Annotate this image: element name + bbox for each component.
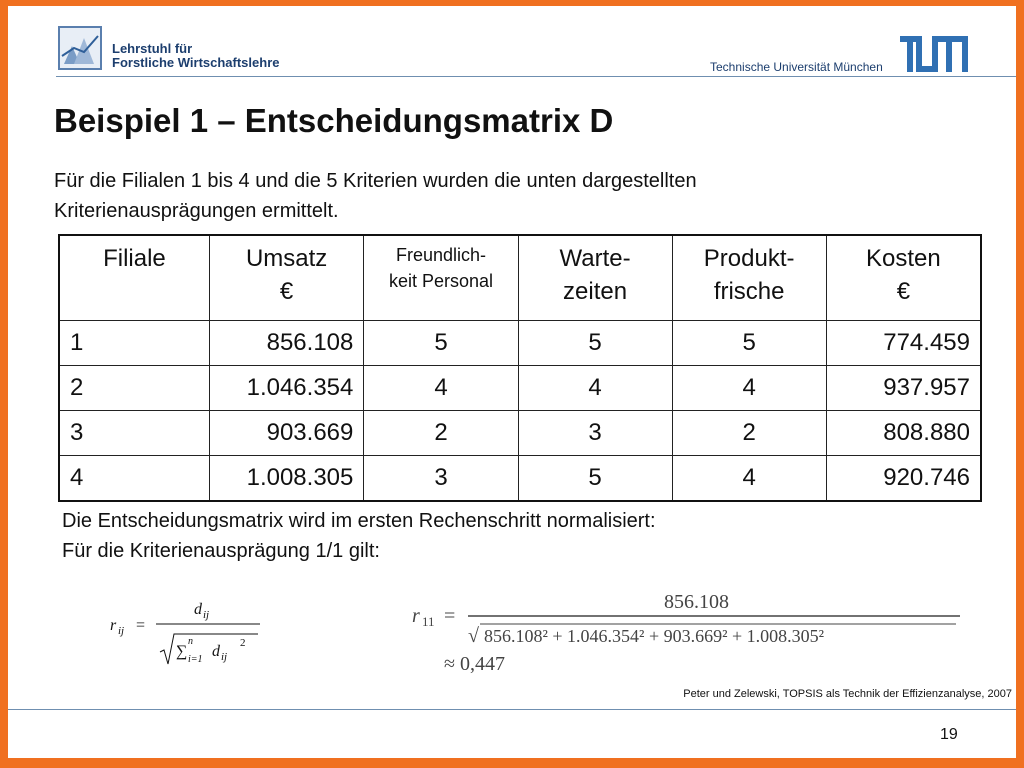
cell-umsatz: 903.669 [209, 411, 364, 456]
svg-text:=: = [136, 617, 146, 634]
note-line2: Für die Kriterienausprägung 1/1 gilt: [62, 540, 380, 562]
cell-freundlichkeit: 5 [364, 321, 518, 366]
example-normalization-formula [408, 586, 968, 686]
table-row [59, 411, 981, 456]
header-umsatz: Umsatz € [209, 235, 364, 321]
svg-text:d: d [194, 601, 202, 618]
table-header-row [59, 235, 981, 321]
note-line1: Die Entscheidungsmatrix wird im ersten Rechenschritt normalisiert: [62, 510, 656, 532]
cell-filiale: 1 [59, 321, 209, 366]
citation: Peter und Zelewski, TOPSIS als Technik der Effizienzanalyse, 2007 [683, 688, 1012, 700]
cell-produktfrische: 4 [672, 456, 826, 502]
svg-text:ij: ij [203, 609, 210, 621]
cell-produktfrische: 4 [672, 366, 826, 411]
cell-wartezeiten: 4 [518, 366, 672, 411]
cell-freundlichkeit: 3 [364, 456, 518, 502]
header-freundlichkeit: Freundlich- keit Personal [364, 235, 518, 321]
intro-line1: Für die Filialen 1 bis 4 und die 5 Kriterien wurden die unten dargestellten [54, 170, 697, 192]
svg-text:11: 11 [422, 614, 435, 629]
table-row [59, 321, 981, 366]
svg-text:ij: ij [221, 651, 228, 663]
svg-text:=: = [444, 605, 456, 627]
svg-text:∑: ∑ [176, 643, 188, 660]
cell-wartezeiten: 5 [518, 321, 672, 366]
svg-text:d: d [212, 643, 220, 660]
cell-wartezeiten: 3 [518, 411, 672, 456]
header-produktfrische: Produkt- frische [672, 235, 826, 321]
header-kosten: Kosten € [826, 235, 981, 321]
cell-produktfrische: 2 [672, 411, 826, 456]
cell-kosten: 920.746 [826, 456, 981, 502]
normalization-note [62, 506, 656, 566]
cell-produktfrische: 5 [672, 321, 826, 366]
general-normalization-formula [108, 592, 268, 672]
table-row [59, 456, 981, 502]
intro-line2: Kriterienausprägungen ermittelt. [54, 200, 339, 222]
svg-text:≈ 0,447: ≈ 0,447 [444, 653, 505, 675]
cell-wartezeiten: 5 [518, 456, 672, 502]
intro-text [54, 166, 954, 226]
page-title: Beispiel 1 – Entscheidungsmatrix D [54, 102, 614, 139]
svg-text:r: r [110, 617, 117, 634]
svg-text:i=1: i=1 [188, 654, 203, 665]
footer-divider [8, 709, 1016, 710]
cell-filiale: 2 [59, 366, 209, 411]
cell-umsatz: 856.108 [209, 321, 364, 366]
svg-text:2: 2 [240, 637, 246, 649]
table-row [59, 366, 981, 411]
cell-umsatz: 1.046.354 [209, 366, 364, 411]
tum-logo-icon [900, 36, 968, 72]
svg-text:856.108² + 1.046.354² + 903.66: 856.108² + 1.046.354² + 903.669² + 1.008.305² [484, 626, 825, 646]
cell-filiale: 4 [59, 456, 209, 502]
cell-kosten: 808.880 [826, 411, 981, 456]
slide [8, 6, 1016, 758]
cell-umsatz: 1.008.305 [209, 456, 364, 502]
chair-name-line1: Lehrstuhl für [112, 41, 193, 56]
header-filiale: Filiale [59, 235, 209, 321]
decision-matrix-table [58, 234, 982, 502]
cell-kosten: 937.957 [826, 366, 981, 411]
cell-filiale: 3 [59, 411, 209, 456]
svg-text:ij: ij [118, 625, 125, 637]
chair-name-line2: Forstliche Wirtschaftslehre [112, 55, 280, 70]
svg-text:r: r [412, 605, 420, 627]
page-number: 19 [940, 726, 958, 743]
svg-text:√: √ [468, 625, 479, 647]
cell-freundlichkeit: 4 [364, 366, 518, 411]
chair-name [112, 42, 279, 70]
cell-freundlichkeit: 2 [364, 411, 518, 456]
svg-text:856.108: 856.108 [664, 591, 729, 613]
university-name: Technische Universität München [710, 60, 883, 74]
svg-text:n: n [188, 636, 193, 647]
header-wartezeiten: Warte- zeiten [518, 235, 672, 321]
header-divider [56, 76, 1016, 77]
cell-kosten: 774.459 [826, 321, 981, 366]
chair-logo-icon [58, 26, 102, 70]
